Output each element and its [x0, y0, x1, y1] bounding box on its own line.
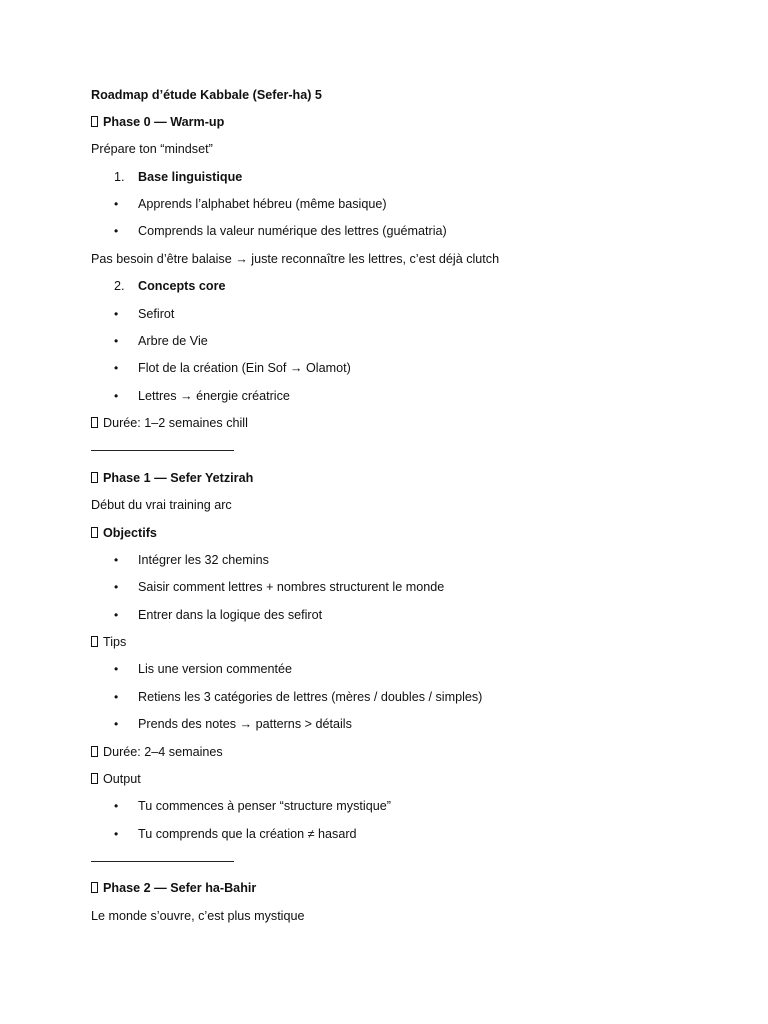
bullet-icon: •: [114, 197, 119, 211]
bullet-icon: •: [114, 307, 119, 321]
list-item: Tu commences à penser “structure mystique”: [138, 799, 391, 813]
objectives-label-line: [91, 525, 157, 541]
list-item: Retiens les 3 catégories de lettres (mères / doubles / simples): [138, 690, 483, 704]
phase0-subtitle: Prépare ton “mindset”: [91, 142, 213, 156]
missing-glyph-icon: [91, 116, 98, 127]
section2-title: Concepts core: [138, 279, 226, 293]
bullet-icon: •: [114, 224, 119, 238]
bullet-icon: •: [114, 361, 119, 375]
bullet-icon: •: [114, 662, 119, 676]
divider: [91, 861, 234, 862]
missing-glyph-icon: [91, 472, 98, 483]
section2-number: 2.: [114, 279, 125, 293]
objectives-label: Objectifs: [103, 526, 157, 540]
document-title: Roadmap d’étude Kabbale (Sefer-ha) 5: [91, 88, 322, 102]
tips-label: Tips: [103, 635, 127, 649]
bullet-icon: •: [114, 389, 119, 403]
list-item: Flot de la création (Ein Sof → Olamot): [138, 361, 351, 375]
bullet-icon: •: [114, 690, 119, 704]
output-label: Output: [103, 772, 141, 786]
bullet-icon: •: [114, 827, 119, 841]
list-item: Saisir comment lettres + nombres structurent le monde: [138, 580, 445, 594]
missing-glyph-icon: [91, 746, 98, 757]
list-item: Tu comprends que la création ≠ hasard: [138, 827, 357, 841]
section1-title: Base linguistique: [138, 170, 243, 184]
list-item: Prends des notes → patterns > détails: [138, 717, 352, 731]
list-item: Comprends la valeur numérique des lettres (guématria): [138, 224, 447, 238]
list-item: Lis une version commentée: [138, 662, 293, 676]
phase1-duration-line: [91, 744, 223, 760]
phase0-heading: Phase 0 — Warm-up: [103, 115, 225, 129]
list-item: Entrer dans la logique des sefirot: [138, 608, 323, 622]
bullet-icon: •: [114, 799, 119, 813]
section1-number: 1.: [114, 170, 125, 184]
bullet-icon: •: [114, 608, 119, 622]
phase1-subtitle: Début du vrai training arc: [91, 498, 232, 512]
phase0-duration: Durée: 1–2 semaines chill: [103, 416, 248, 430]
phase2-heading-line: [91, 880, 256, 896]
divider: [91, 450, 234, 451]
phase2-heading: Phase 2 — Sefer ha-Bahir: [103, 881, 257, 895]
missing-glyph-icon: [91, 527, 98, 538]
phase1-heading-line: [91, 470, 253, 486]
list-item: Intégrer les 32 chemins: [138, 553, 269, 567]
bullet-icon: •: [114, 553, 119, 567]
phase1-heading: Phase 1 — Sefer Yetzirah: [103, 471, 254, 485]
phase1-duration: Durée: 2–4 semaines: [103, 745, 223, 759]
phase2-subtitle: Le monde s’ouvre, c’est plus mystique: [91, 909, 305, 923]
bullet-icon: •: [114, 717, 119, 731]
tips-label-line: [91, 634, 126, 650]
missing-glyph-icon: [91, 636, 98, 647]
bullet-icon: •: [114, 580, 119, 594]
phase0-duration-line: [91, 415, 248, 431]
list-item: Lettres → énergie créatrice: [138, 389, 290, 403]
missing-glyph-icon: [91, 882, 98, 893]
bullet-icon: •: [114, 334, 119, 348]
list-item: Apprends l’alphabet hébreu (même basique): [138, 197, 387, 211]
output-label-line: [91, 771, 141, 787]
list-item: Sefirot: [138, 307, 175, 321]
missing-glyph-icon: [91, 417, 98, 428]
phase0-note: Pas besoin d’être balaise → juste reconnaître les lettres, c’est déjà clutch: [91, 252, 500, 266]
missing-glyph-icon: [91, 773, 98, 784]
phase0-heading-line: [91, 114, 224, 130]
list-item: Arbre de Vie: [138, 334, 208, 348]
